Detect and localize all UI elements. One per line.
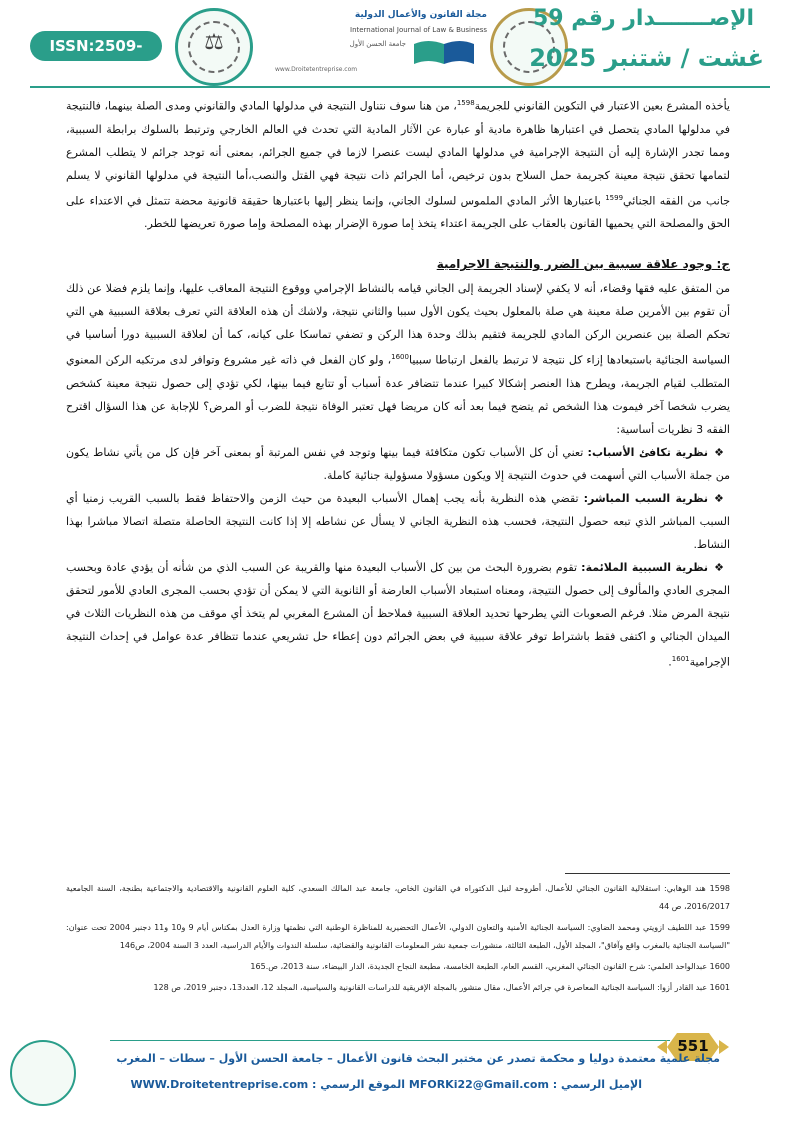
diamond-bullet-icon: ❖	[714, 560, 724, 574]
footnote-1599: 1599 عبد اللطيف ازويتي ومحمد الضاوي: السياسة الجنائية الأمنية والتعاون الدولي، الأعمال التحضيرية للمناظرة الوطنية التي نظمتها وزارة العدل بمكناس أيام 9 و10 و11 دجنبر 2004 تحت عنوان: "السياسة الجنائية بالمغرب واقع وآفاق"، المجلد الأول، الطبعة الثالثة، منشورات جمعية نشر المعلومات القانونية والقضائية، سلسلة الندوات والأيام الدراسية، العدد 3 السنة 2004، ص146	[66, 923, 730, 950]
footnote-ref-1601[interactable]: 1601	[671, 654, 690, 663]
journal-title: مجلة القانون والأعمال الدولية	[354, 10, 487, 20]
footnote-1600: 1600 عبدالواحد العلمي: شرح القانون الجنائي المغربي، القسم العام، الطبعة الخامسة، مطبعة النجاح الجديدة، الدار البيضاء، سنة 2013، ص.165	[250, 962, 730, 971]
p2-text: من المتفق عليه فقها وقضاء، أنه لا يكفي لإسناد الجريمة إلى الجاني قيامه بالنشاط الإجرامي ووقوع النتيجة المعاقب عليها، وإنما يلزم فضلا عن ذلك أن تقوم بين الأمرين صلة معينة هي صلة بالمعلول بحيث يكون الأول سببا والثاني نتيجة، ولاشك أن هذه العلاقة التي تعرف بعلاقة السببية هي التي تحكم الصلة بين عنصرين الركن المادي للجريمة فتقيم بذلك وحدة هذا الركن و تضفي تماسكا على كيانه، كما أن لعلاقة السببية دورا أساسيا في السياسة الجنائية باستبعادها إزاء كل نتيجة لا ترتبط بالفعل ارتباطا سببيا	[66, 282, 730, 367]
issue-number: الإصـــــــدار رقم 59	[533, 6, 754, 31]
header-divider	[30, 86, 770, 88]
journal-subtitle: International Journal of Law & Business	[350, 26, 487, 34]
footnote-ref-1599[interactable]: 1599	[605, 193, 624, 202]
diamond-bullet-icon: ❖	[714, 491, 724, 505]
page-number: 551	[677, 1037, 709, 1055]
footnote-1598: 1598 هند الوهابي: استقلالية القانون الجنائي للأعمال، أطروحة لنيل الدكتوراه في القانون الخاص، جامعة عبد المالك السعدي، كلية العلوم القانونية والاقتصادية والاجتماعية بطنجة، السنة الجامعية 2016/2017، ص 44	[66, 884, 730, 911]
header-website: www.Droitetentreprise.com	[275, 66, 358, 73]
theory-term: نظرية تكافئ الأسباب:	[587, 445, 708, 459]
footer-journal-line: مجلة علمية معتمدة دوليا و محكمة تصدر عن مختبر البحث قانون الأعمال – جامعة الحسن الأول – سطات – المغرب	[116, 1052, 720, 1065]
footer-seal-logo	[10, 1040, 76, 1106]
section-heading: ج: وجود علاقة سببية بين الضرر والنتيجة الاجرامية	[436, 257, 730, 272]
theory-item-equivalence	[66, 441, 730, 487]
p1-text: يأخذه المشرع بعين الاعتبار في التكوين القانوني للجريمة	[474, 99, 730, 113]
paragraph-2	[66, 277, 730, 441]
footnote-divider	[565, 873, 730, 874]
theory-term: نظرية السببية الملائمة:	[581, 560, 708, 574]
theory-term: نظرية السبب المباشر:	[583, 491, 708, 505]
footnote-ref-1598[interactable]: 1598	[456, 99, 475, 107]
paragraph-1	[66, 92, 730, 235]
p1-rest: ، من هنا سوف نتناول النتيجة في مدلولها المادي والقانوني ومدى الصلة بينهما، فالنتيجة في مدلولها المادي يتحصل في اعتبارها ظاهرة مادية أو عبارة عن الآثار المادية التي تحدث في العالم الخارجي وترتبط بالسلوك برابطة السببية، ومما تجدر الإشارة إليه أن النتيجة الإجرامية في مدلولها المادي ليست عنصرا لازما في جميع الجرائم، بمعنى أنه توجد جرائم لا يتطلب المشرع لتمامها تحقق نتيجة معينة كجريمة حمل السلاح بدون ترخيص، أما الجرائم ذات نتيجة فهي القتل والنصب،أما النتيجة في مدلولها القانوني لا يسلم جانب من الفقه الجنائي	[66, 99, 730, 208]
footnotes	[66, 880, 730, 1000]
issn-badge: ISSN:2509-0291	[30, 31, 162, 61]
page-header	[0, 0, 794, 86]
theory-item-direct-cause	[66, 487, 730, 556]
p1-end: باعتبارها الأثر المادي الملموس لسلوك الجاني، وإنما ينظر إليها باعتبارها حقيقة قانونية محضة تتمثل في الاعتداء على الحق والمصلحة التي يحميها القانون بالعقاب على الجريمة اعتداء يتخذ إما صورة الإضرار بهذه المصلحة وإما صورة تعريضها للخطر.	[66, 194, 730, 231]
scales-icon: ⚖	[204, 30, 224, 55]
footer-contact-line[interactable]: الإميل الرسمي : MFORKi22@Gmail.com الموقع الرسمي : WWW.Droitetentreprise.com	[130, 1078, 642, 1091]
article-body	[66, 92, 730, 674]
theory-text: تعني أن كل الأسباب تكون متكافئة فيما بينها وتوجد في نفس المرتبة أو بمعنى آخر فإن كل من يأتي نشاط يكون من جملة الأسباب التي أسهمت في حدوث النتيجة إلا ويكون مسؤولا مسؤولية جنائية كاملة.	[66, 445, 730, 482]
university-label: جامعة الحسن الأول	[349, 40, 406, 48]
theory-text: تقوم بضرورة البحث من بين كل الأسباب البعيدة منها والقريبة عن السبب الذي من شأنه أن يؤدي عادة وبحسب المجرى العادي والمألوف إلى حصول النتيجة، ومعناه استبعاد الأسباب العارضة أو الثانوية التي لا يمكن أن تؤدي بحسب المجرى العادي للأمور لتحقق نتيجة المرض مثلا. فرغم الصعوبات التي يطرحها تحديد العلاقة السببية فملاحظ أن المشرع المغربي لم يتخذ أي موقف من هذه النظريات الثلاث في الميدان الجنائي و اكتفى فقط باشتراط توفر علاقة سببية في بعض الجرائم دون إعطاء حل تشريعي عندما تتظافر عدة عوامل في إحداث النتيجة الإجرامية	[66, 560, 730, 669]
issue-date: غشت / شتنبر 2025	[529, 44, 764, 72]
open-book-icon	[412, 36, 476, 66]
lab-seal-logo	[175, 8, 253, 86]
footnote-1601: 1601 عبد القادر أزوا: السياسة الجنائية المعاصرة في جرائم الأعمال، مقال منشور بالمجلة الإفريقية للدراسات القانونية والسياسية، المجلد 12، العدد13، دجنبر 2019، ص 128	[153, 983, 730, 992]
b3-end: .	[668, 655, 672, 669]
theory-text: تقضي هذه النظرية بأنه يجب إهمال الأسباب البعيدة من حيث الزمن والاحتفاظ فقط بالسبب القريب زمنيا أي السبب المباشر الذي تبعه حصول النتيجة، فحسب هذه النظرية الجاني لا يسأل عن نشاطه إلا إذا كانت النتيجة الحاصلة متصلة اتصالا مباشرا بهذا النشاط.	[66, 491, 730, 551]
p2-rest: ، ولو كان الفعل في ذاته غير مشروع وتوافر لدى مرتكبه الركن المعنوي المتطلب لقيام الجريمة، ويطرح هذا العنصر إشكالا كبيرا عندما تتضافر عدة أسباب أو تتابع فيما بينها، لكي تؤدي إلى حصول نتيجة معينة كشخص يضرب شخصا آخر فيموت هذا الشخص ثم يتضح فيما بعد أنه كان مريضا فهل تعتبر الوفاة نتيجة للضرب أو المرض؟ للإجابة عن هذا السؤال اقترح الفقه 3 نظريات أساسية:	[66, 353, 730, 436]
footnote-ref-1600[interactable]: 1600	[391, 353, 409, 362]
theory-item-adequate-cause	[66, 556, 730, 674]
footer-divider	[110, 1040, 670, 1041]
journal-logo	[262, 10, 487, 70]
diamond-bullet-icon: ❖	[714, 445, 724, 459]
